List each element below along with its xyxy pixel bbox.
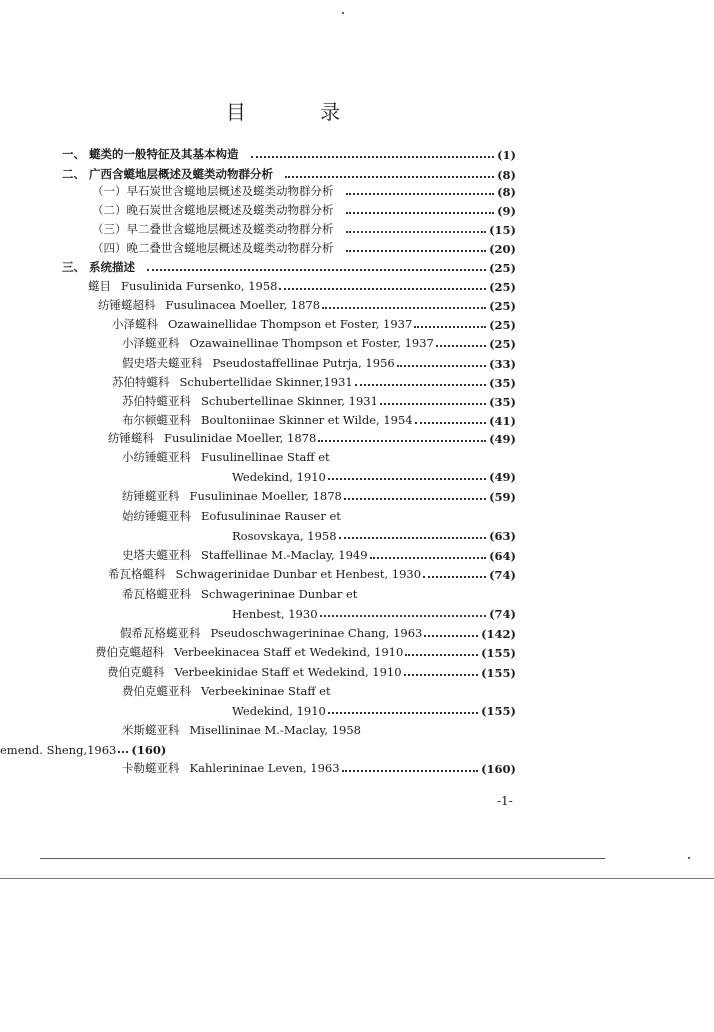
entry-label <box>88 278 277 294</box>
entry-page-number: (160) <box>481 762 516 776</box>
dot-leader <box>251 156 495 158</box>
entry-latin-name: Ozawainellinae Thompson et Foster, 1937 <box>189 336 434 350</box>
toc-entry[interactable] <box>98 297 516 313</box>
dot-leader <box>346 231 487 233</box>
toc-entry[interactable] <box>112 374 516 390</box>
entry-page-number: (74) <box>489 607 516 621</box>
entry-label <box>108 430 316 446</box>
entry-label <box>122 393 378 409</box>
entry-chinese-title: （四）晚二叠世含䗴地层概述及䗴类动物群分析 <box>92 241 334 255</box>
entry-latin-name: Ozawainellidae Thompson et Foster, 1937 <box>168 317 413 331</box>
entry-page-number: (142) <box>481 627 516 641</box>
toc-entry[interactable] <box>112 316 516 332</box>
entry-label <box>62 146 249 162</box>
entry-latin-name: Schwagerininae Dunbar et <box>201 587 358 601</box>
scan-edge-line <box>40 858 605 859</box>
entry-page-number: (41) <box>489 414 516 428</box>
toc-entry-continuation <box>0 741 166 757</box>
dot-leader <box>318 440 486 442</box>
toc-entry[interactable] <box>122 412 516 428</box>
entry-chinese-title: （二）晚石炭世含䗴地层概述及䗴类动物群分析 <box>92 203 334 217</box>
entry-chinese-title: 布尔顿䗴亚科 <box>122 413 191 427</box>
entry-chinese-title: 假史塔夫䗴亚科 <box>122 356 203 370</box>
toc-entry[interactable] <box>122 449 516 465</box>
entry-label <box>122 449 330 465</box>
entry-latin-name-continued: Wedekind, 1910 <box>232 470 326 484</box>
toc-entry-continuation <box>232 605 516 621</box>
entry-latin-name: Schwagerinidae Dunbar et Henbest, 1930 <box>175 567 422 581</box>
entry-label <box>122 508 341 524</box>
entry-label <box>122 722 361 738</box>
entry-label <box>108 566 421 582</box>
entry-page-number: (1) <box>497 148 516 162</box>
entry-page-number: (59) <box>489 490 516 504</box>
entry-chinese-title: 一、 䗴类的一般特征及其基本构造 <box>62 147 239 161</box>
entry-chinese-title: 希瓦格䗴亚科 <box>122 587 191 601</box>
entry-latin-name: Fusulinidae Moeller, 1878 <box>164 431 317 445</box>
dot-leader <box>147 269 486 271</box>
entry-latin-name: Fusulininae Moeller, 1878 <box>189 489 342 503</box>
entry-chinese-title: 费伯克䗴科 <box>107 665 165 679</box>
entry-chinese-title: 小纺锤䗴亚科 <box>122 450 191 464</box>
entry-latin-name: Fusulinida Fursenko, 1958 <box>121 279 278 293</box>
entry-chinese-title: 史塔夫䗴亚科 <box>122 548 191 562</box>
entry-latin-name: Misellininae M.-Maclay, 1958 <box>189 723 361 737</box>
toc-entry[interactable] <box>107 664 516 680</box>
entry-page-number: (49) <box>489 432 516 446</box>
toc-entry-continuation <box>232 527 516 543</box>
entry-page-number: (8) <box>497 168 516 182</box>
dot-leader <box>344 498 486 500</box>
toc-entry[interactable] <box>122 335 516 351</box>
entry-label <box>62 259 145 275</box>
entry-chinese-title: （一）早石炭世含䗴地层概述及䗴类动物群分析 <box>92 184 334 198</box>
entry-chinese-title: 希瓦格䗴科 <box>108 567 166 581</box>
dot-leader <box>415 422 487 424</box>
entry-page-number: (25) <box>489 299 516 313</box>
toc-entry[interactable] <box>122 355 516 371</box>
entry-latin-name: Fusulinacea Moeller, 1878 <box>165 298 321 312</box>
dot-leader <box>405 654 478 656</box>
toc-entry[interactable] <box>62 146 516 162</box>
entry-chinese-title: 小泽䗴科 <box>112 317 158 331</box>
entry-page-number: (35) <box>489 395 516 409</box>
entry-label <box>98 297 320 313</box>
entry-latin-name: Pseudoschwagerininae Chang, 1963 <box>210 626 423 640</box>
dot-leader <box>346 193 495 195</box>
entry-chinese-title: 䗴目 <box>88 279 111 293</box>
dot-leader <box>380 403 486 405</box>
page-number: -1- <box>497 794 513 808</box>
entry-chinese-title: 三、 系统描述 <box>62 260 136 274</box>
entry-label <box>92 240 344 256</box>
entry-latin-name-continued: Henbest, 1930 <box>232 607 318 621</box>
dot-leader <box>346 250 487 252</box>
entry-chinese-title: 纺锤䗴超科 <box>98 298 156 312</box>
entry-page-number: (8) <box>497 185 516 199</box>
entry-page-number: (74) <box>489 568 516 582</box>
entry-page-number: (155) <box>481 646 516 660</box>
dot-leader <box>279 288 486 290</box>
toc-entry[interactable] <box>88 278 516 294</box>
toc-entry[interactable] <box>92 240 516 256</box>
dot-leader <box>424 635 478 637</box>
toc-entry[interactable] <box>95 644 516 660</box>
entry-latin-name: Fusulinellinae Staff et <box>201 450 330 464</box>
entry-latin-name-continued: Wedekind, 1910 <box>232 704 326 718</box>
entry-page-number: (63) <box>489 529 516 543</box>
toc-entry[interactable] <box>122 760 516 776</box>
entry-page-number: (25) <box>489 318 516 332</box>
entry-page-number: (49) <box>489 470 516 484</box>
toc-entry[interactable] <box>92 221 516 237</box>
dot-leader <box>328 712 478 714</box>
dot-leader <box>346 212 495 214</box>
entry-label <box>122 760 340 776</box>
entry-latin-name: Eofusulininae Rauser et <box>201 509 341 523</box>
scan-speck <box>688 857 690 859</box>
entry-label <box>122 586 357 602</box>
entry-page-number: (35) <box>489 376 516 390</box>
dot-leader <box>397 365 486 367</box>
entry-page-number: (33) <box>489 357 516 371</box>
entry-latin-name: Kahlerininae Leven, 1963 <box>189 761 340 775</box>
toc-entry-continuation <box>232 468 516 484</box>
dot-leader <box>404 674 479 676</box>
toc-entry[interactable] <box>122 488 516 504</box>
entry-label <box>62 166 283 182</box>
dot-leader <box>118 751 128 753</box>
page-title: 目 录 <box>225 100 375 124</box>
toc-entry[interactable] <box>62 259 516 275</box>
toc-entry[interactable] <box>92 183 516 199</box>
entry-latin-name: Verbeekininae Staff et <box>201 684 331 698</box>
entry-chinese-title: 费伯克䗴亚科 <box>122 684 191 698</box>
entry-latin-name: Pseudostaffellinae Putrja, 1956 <box>212 356 395 370</box>
toc-entry[interactable] <box>62 166 516 182</box>
dot-leader <box>414 326 486 328</box>
entry-chinese-title: （三）早二叠世含䗴地层概述及䗴类动物群分析 <box>92 222 334 236</box>
entry-label <box>95 644 403 660</box>
entry-chinese-title: 假希瓦格䗴亚科 <box>120 626 201 640</box>
toc-entry-continuation <box>232 702 516 718</box>
entry-latin-name: Boultoniinae Skinner et Wilde, 1954 <box>201 413 413 427</box>
entry-label <box>122 335 434 351</box>
entry-page-number: (15) <box>489 223 516 237</box>
dot-leader <box>370 557 487 559</box>
entry-chinese-title: 费伯克䗴超科 <box>95 645 164 659</box>
toc-entry[interactable] <box>108 430 516 446</box>
toc-entry[interactable] <box>120 625 516 641</box>
entry-label <box>112 316 412 332</box>
entry-latin-name-continued: emend. Sheng,1963 <box>0 743 117 757</box>
entry-page-number: (155) <box>481 704 516 718</box>
dot-leader <box>320 615 487 617</box>
entry-chinese-title: 纺锤䗴亚科 <box>122 489 180 503</box>
entry-chinese-title: 小泽䗴亚科 <box>122 336 180 350</box>
entry-label <box>92 183 344 199</box>
toc-entry[interactable] <box>122 547 516 563</box>
entry-page-number: (160) <box>131 743 167 757</box>
entry-latin-name: Verbeekinacea Staff et Wedekind, 1910 <box>174 645 404 659</box>
entry-label <box>122 547 368 563</box>
dot-leader <box>423 576 486 578</box>
entry-label <box>107 664 402 680</box>
entry-chinese-title: 卡勒䗴亚科 <box>122 761 180 775</box>
toc-entry[interactable] <box>122 393 516 409</box>
entry-label <box>122 683 331 699</box>
dot-leader <box>339 537 487 539</box>
entry-page-number: (9) <box>497 204 516 218</box>
entry-page-number: (25) <box>489 337 516 351</box>
entry-label <box>92 202 344 218</box>
entry-latin-name-continued: Rosovskaya, 1958 <box>232 529 337 543</box>
entry-latin-name: Schubertellidae Skinner,1931 <box>179 375 353 389</box>
dot-leader <box>342 770 479 772</box>
dot-leader <box>355 384 486 386</box>
scan-speck <box>342 12 344 14</box>
entry-label <box>122 355 395 371</box>
entry-label <box>122 488 342 504</box>
toc-entry[interactable] <box>92 202 516 218</box>
entry-label <box>120 625 422 641</box>
entry-label <box>92 221 344 237</box>
entry-latin-name: Schubertellinae Skinner, 1931 <box>201 394 378 408</box>
entry-chinese-title: 苏伯特䗴亚科 <box>122 394 191 408</box>
toc-entry[interactable] <box>122 722 516 738</box>
dot-leader <box>322 307 486 309</box>
entry-label <box>122 412 413 428</box>
toc-entry[interactable] <box>108 566 516 582</box>
entry-latin-name: Staffellinae M.-Maclay, 1949 <box>201 548 368 562</box>
dot-leader <box>285 176 494 178</box>
entry-page-number: (25) <box>489 261 516 275</box>
entry-chinese-title: 苏伯特䗴科 <box>112 375 170 389</box>
entry-page-number: (25) <box>489 280 516 294</box>
scan-edge-line <box>0 878 714 879</box>
toc-entry[interactable] <box>122 586 516 602</box>
toc-entry[interactable] <box>122 683 516 699</box>
entry-latin-name: Verbeekinidae Staff et Wedekind, 1910 <box>174 665 402 679</box>
toc-entry[interactable] <box>122 508 516 524</box>
dot-leader <box>328 478 486 480</box>
entry-page-number: (64) <box>489 549 516 563</box>
entry-chinese-title: 纺锤䗴科 <box>108 431 154 445</box>
entry-page-number: (155) <box>481 666 516 680</box>
entry-chinese-title: 二、 广西含䗴地层概述及䗴类动物群分析 <box>62 167 274 181</box>
entry-chinese-title: 始纺锤䗴亚科 <box>122 509 191 523</box>
dot-leader <box>436 345 486 347</box>
entry-chinese-title: 米斯䗴亚科 <box>122 723 180 737</box>
entry-page-number: (20) <box>489 242 516 256</box>
entry-label <box>112 374 353 390</box>
